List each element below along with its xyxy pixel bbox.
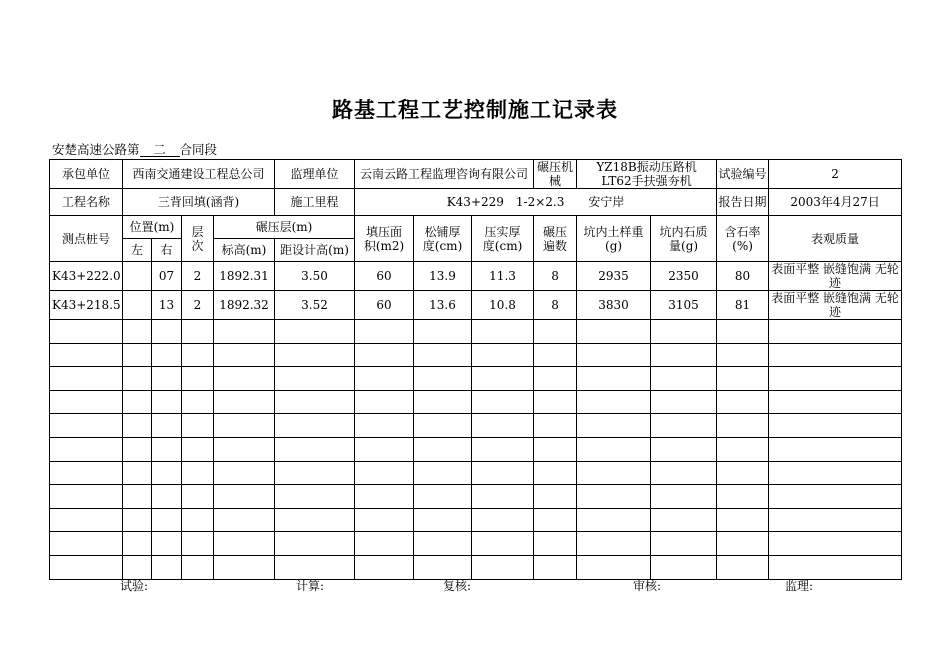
empty-cell bbox=[414, 555, 472, 579]
empty-cell bbox=[182, 437, 214, 461]
table-row-empty bbox=[50, 390, 902, 414]
empty-cell bbox=[152, 508, 182, 532]
empty-cell bbox=[577, 320, 651, 344]
empty-cell bbox=[472, 343, 534, 367]
empty-cell bbox=[577, 437, 651, 461]
empty-cell bbox=[534, 367, 577, 391]
cell-design-height: 3.52 bbox=[275, 291, 355, 320]
machine-line-1: YZ18B振动压路机 bbox=[596, 160, 697, 174]
empty-cell bbox=[769, 461, 902, 485]
empty-cell bbox=[769, 367, 902, 391]
cell-soil-weight: 3830 bbox=[577, 291, 651, 320]
empty-cell bbox=[355, 532, 414, 556]
empty-cell bbox=[651, 343, 717, 367]
empty-cell bbox=[651, 367, 717, 391]
empty-cell bbox=[769, 343, 902, 367]
empty-cell bbox=[214, 320, 275, 344]
machine-value bbox=[577, 160, 717, 189]
empty-cell bbox=[355, 390, 414, 414]
empty-cell bbox=[50, 437, 123, 461]
empty-cell bbox=[577, 390, 651, 414]
cell-layer: 2 bbox=[182, 291, 214, 320]
empty-cell bbox=[214, 437, 275, 461]
contractor-label: 承包单位 bbox=[50, 160, 123, 189]
table-row-empty bbox=[50, 508, 902, 532]
table-row-empty bbox=[50, 414, 902, 438]
header-row-1 bbox=[50, 216, 902, 239]
empty-cell bbox=[577, 555, 651, 579]
empty-cell bbox=[123, 367, 152, 391]
cell-loose-thickness: 13.9 bbox=[414, 262, 472, 291]
cell-left bbox=[123, 291, 152, 320]
empty-cell bbox=[717, 390, 769, 414]
empty-cell bbox=[355, 343, 414, 367]
empty-cell bbox=[182, 508, 214, 532]
footer-test: 试验: bbox=[120, 579, 149, 593]
empty-cell bbox=[152, 414, 182, 438]
empty-cell bbox=[534, 414, 577, 438]
empty-cell bbox=[534, 508, 577, 532]
header-quality: 表观质量 bbox=[769, 216, 902, 262]
header-compaction-layer: 碾压层(m) bbox=[214, 216, 355, 239]
empty-cell bbox=[182, 343, 214, 367]
empty-cell bbox=[123, 555, 152, 579]
empty-cell bbox=[534, 437, 577, 461]
empty-cell bbox=[414, 320, 472, 344]
empty-cell bbox=[214, 390, 275, 414]
empty-cell bbox=[717, 532, 769, 556]
empty-cell bbox=[275, 532, 355, 556]
empty-cell bbox=[182, 532, 214, 556]
empty-cell bbox=[717, 485, 769, 509]
empty-cell bbox=[769, 555, 902, 579]
empty-cell bbox=[717, 555, 769, 579]
cell-elevation: 1892.32 bbox=[214, 291, 275, 320]
empty-cell bbox=[214, 367, 275, 391]
empty-cell bbox=[152, 555, 182, 579]
report-date-label: 报告日期 bbox=[717, 189, 769, 216]
empty-cell bbox=[651, 320, 717, 344]
empty-cell bbox=[214, 461, 275, 485]
empty-cell bbox=[355, 437, 414, 461]
empty-cell bbox=[534, 555, 577, 579]
empty-cell bbox=[577, 532, 651, 556]
empty-cell bbox=[275, 414, 355, 438]
table-row-empty bbox=[50, 437, 902, 461]
section-prefix: 安楚高速公路第 bbox=[52, 142, 140, 157]
empty-cell bbox=[534, 320, 577, 344]
supervisor-value: 云南云路工程监理咨询有限公司 bbox=[355, 160, 534, 189]
empty-cell bbox=[472, 508, 534, 532]
header-layer: 层次 bbox=[182, 216, 214, 262]
empty-cell bbox=[214, 508, 275, 532]
empty-cell bbox=[651, 485, 717, 509]
empty-cell bbox=[275, 320, 355, 344]
empty-cell bbox=[717, 367, 769, 391]
contractor-value: 西南交通建设工程总公司 bbox=[123, 160, 275, 189]
header-right: 右 bbox=[152, 239, 182, 262]
empty-cell bbox=[534, 461, 577, 485]
cell-quality: 表面平整 嵌缝饱满 无轮迹 bbox=[769, 291, 902, 320]
empty-cell bbox=[275, 485, 355, 509]
empty-cell bbox=[472, 461, 534, 485]
empty-cell bbox=[651, 555, 717, 579]
contract-section bbox=[52, 140, 217, 158]
empty-cell bbox=[577, 485, 651, 509]
section-number: 二 bbox=[140, 143, 180, 157]
empty-cell bbox=[472, 414, 534, 438]
project-label: 工程名称 bbox=[50, 189, 123, 216]
cell-stone-rate: 81 bbox=[717, 291, 769, 320]
empty-cell bbox=[214, 414, 275, 438]
empty-cell bbox=[182, 390, 214, 414]
cell-layer: 2 bbox=[182, 262, 214, 291]
cell-loose-thickness: 13.6 bbox=[414, 291, 472, 320]
empty-cell bbox=[769, 485, 902, 509]
empty-cell bbox=[182, 414, 214, 438]
empty-cell bbox=[123, 414, 152, 438]
cell-elevation: 1892.31 bbox=[214, 262, 275, 291]
empty-cell bbox=[472, 367, 534, 391]
signature-footer bbox=[0, 577, 950, 593]
empty-cell bbox=[50, 461, 123, 485]
empty-cell bbox=[50, 390, 123, 414]
empty-cell bbox=[275, 555, 355, 579]
info-row-1 bbox=[50, 160, 902, 189]
empty-cell bbox=[414, 461, 472, 485]
empty-cell bbox=[50, 320, 123, 344]
empty-cell bbox=[275, 390, 355, 414]
empty-cell bbox=[414, 343, 472, 367]
empty-cell bbox=[214, 343, 275, 367]
header-fill-area: 填压面积(m2) bbox=[355, 216, 414, 262]
cell-right: 13 bbox=[152, 291, 182, 320]
empty-cell bbox=[651, 390, 717, 414]
empty-cell bbox=[275, 437, 355, 461]
empty-cell bbox=[472, 320, 534, 344]
empty-cell bbox=[472, 390, 534, 414]
table-row-empty bbox=[50, 461, 902, 485]
empty-cell bbox=[577, 461, 651, 485]
empty-cell bbox=[50, 485, 123, 509]
empty-cell bbox=[414, 508, 472, 532]
empty-cell bbox=[152, 532, 182, 556]
empty-cell bbox=[182, 367, 214, 391]
empty-cell bbox=[577, 414, 651, 438]
empty-cell bbox=[152, 390, 182, 414]
empty-cell bbox=[123, 508, 152, 532]
empty-cell bbox=[355, 461, 414, 485]
table-row-empty bbox=[50, 367, 902, 391]
header-stone-rate: 含石率(%) bbox=[717, 216, 769, 262]
empty-cell bbox=[355, 508, 414, 532]
cell-right: 07 bbox=[152, 262, 182, 291]
table-row-empty bbox=[50, 532, 902, 556]
empty-cell bbox=[123, 485, 152, 509]
cell-stone-rate: 80 bbox=[717, 262, 769, 291]
empty-cell bbox=[414, 390, 472, 414]
empty-cell bbox=[275, 461, 355, 485]
empty-cell bbox=[214, 532, 275, 556]
empty-cell bbox=[355, 320, 414, 344]
empty-cell bbox=[50, 343, 123, 367]
empty-cell bbox=[123, 461, 152, 485]
table-row bbox=[50, 262, 902, 291]
header-elevation: 标高(m) bbox=[214, 239, 275, 262]
empty-cell bbox=[355, 367, 414, 391]
empty-cell bbox=[717, 414, 769, 438]
empty-cell bbox=[651, 461, 717, 485]
table-row-empty bbox=[50, 320, 902, 344]
empty-cell bbox=[50, 508, 123, 532]
empty-cell bbox=[534, 390, 577, 414]
empty-cell bbox=[275, 367, 355, 391]
empty-cell bbox=[355, 555, 414, 579]
empty-cell bbox=[769, 414, 902, 438]
empty-cell bbox=[717, 508, 769, 532]
cell-design-height: 3.50 bbox=[275, 262, 355, 291]
empty-cell bbox=[152, 367, 182, 391]
header-stone-weight: 坑内石质量(g) bbox=[651, 216, 717, 262]
empty-cell bbox=[651, 508, 717, 532]
empty-cell bbox=[769, 508, 902, 532]
header-soil-weight: 坑内土样重(g) bbox=[577, 216, 651, 262]
header-position: 位置(m) bbox=[123, 216, 182, 239]
empty-cell bbox=[651, 437, 717, 461]
supervisor-label: 监理单位 bbox=[275, 160, 355, 189]
empty-cell bbox=[355, 414, 414, 438]
project-value: 三背回填(涵背) bbox=[123, 189, 275, 216]
empty-cell bbox=[123, 437, 152, 461]
section-suffix: 合同段 bbox=[179, 142, 218, 157]
empty-cell bbox=[123, 320, 152, 344]
empty-cell bbox=[717, 320, 769, 344]
empty-cell bbox=[651, 414, 717, 438]
empty-cell bbox=[534, 485, 577, 509]
table-row-empty bbox=[50, 343, 902, 367]
cell-passes: 8 bbox=[534, 262, 577, 291]
cell-fill-area: 60 bbox=[355, 291, 414, 320]
empty-cell bbox=[152, 437, 182, 461]
cell-soil-weight: 2935 bbox=[577, 262, 651, 291]
header-station: 测点桩号 bbox=[50, 216, 123, 262]
empty-cell bbox=[472, 532, 534, 556]
footer-supervise: 监理: bbox=[785, 579, 814, 593]
header-passes: 碾压遍数 bbox=[534, 216, 577, 262]
empty-cell bbox=[123, 390, 152, 414]
empty-cell bbox=[152, 461, 182, 485]
mileage-value: K43+229 1-2×2.3 安宁岸 bbox=[355, 189, 717, 216]
empty-cell bbox=[182, 461, 214, 485]
cell-compact-thickness: 11.3 bbox=[472, 262, 534, 291]
cell-passes: 8 bbox=[534, 291, 577, 320]
empty-cell bbox=[275, 508, 355, 532]
empty-cell bbox=[717, 437, 769, 461]
report-date-value: 2003年4月27日 bbox=[769, 189, 902, 216]
empty-cell bbox=[717, 343, 769, 367]
empty-cell bbox=[534, 343, 577, 367]
empty-cell bbox=[769, 320, 902, 344]
empty-cell bbox=[182, 320, 214, 344]
empty-cell bbox=[414, 485, 472, 509]
empty-cell bbox=[182, 555, 214, 579]
empty-cell bbox=[214, 485, 275, 509]
empty-cell bbox=[577, 343, 651, 367]
footer-review: 审核: bbox=[633, 579, 662, 593]
table-row-empty bbox=[50, 555, 902, 579]
test-no-label: 试验编号 bbox=[717, 160, 769, 189]
empty-cell bbox=[472, 437, 534, 461]
header-left: 左 bbox=[123, 239, 152, 262]
empty-cell bbox=[152, 485, 182, 509]
cell-station: K43+218.5 bbox=[50, 291, 123, 320]
test-no-value: 2 bbox=[769, 160, 902, 189]
empty-cell bbox=[472, 555, 534, 579]
empty-cell bbox=[577, 367, 651, 391]
empty-cell bbox=[182, 485, 214, 509]
empty-cell bbox=[275, 343, 355, 367]
empty-cell bbox=[717, 461, 769, 485]
header-compact-thickness: 压实厚度(cm) bbox=[472, 216, 534, 262]
empty-cell bbox=[769, 390, 902, 414]
empty-cell bbox=[414, 367, 472, 391]
empty-cell bbox=[414, 437, 472, 461]
header-design-height: 距设计高(m) bbox=[275, 239, 355, 262]
empty-cell bbox=[414, 414, 472, 438]
footer-recheck: 复核: bbox=[443, 579, 472, 593]
empty-cell bbox=[123, 532, 152, 556]
empty-cell bbox=[152, 320, 182, 344]
empty-cell bbox=[50, 367, 123, 391]
table-row bbox=[50, 291, 902, 320]
empty-cell bbox=[214, 555, 275, 579]
empty-cell bbox=[651, 532, 717, 556]
empty-cell bbox=[50, 555, 123, 579]
cell-stone-weight: 3105 bbox=[651, 291, 717, 320]
empty-cell bbox=[472, 485, 534, 509]
machine-line-2: LT62手扶强夯机 bbox=[601, 174, 692, 188]
cell-stone-weight: 2350 bbox=[651, 262, 717, 291]
empty-cell bbox=[50, 532, 123, 556]
cell-quality: 表面平整 嵌缝饱满 无轮迹 bbox=[769, 262, 902, 291]
cell-compact-thickness: 10.8 bbox=[472, 291, 534, 320]
empty-cell bbox=[414, 532, 472, 556]
empty-cell bbox=[534, 532, 577, 556]
record-table bbox=[49, 159, 902, 580]
empty-cell bbox=[577, 508, 651, 532]
cell-fill-area: 60 bbox=[355, 262, 414, 291]
machine-label: 碾压机械 bbox=[534, 160, 577, 189]
header-loose-thickness: 松铺厚度(cm) bbox=[414, 216, 472, 262]
cell-left bbox=[123, 262, 152, 291]
info-row-2 bbox=[50, 189, 902, 216]
empty-cell bbox=[769, 437, 902, 461]
table-row-empty bbox=[50, 485, 902, 509]
empty-cell bbox=[769, 532, 902, 556]
empty-cell bbox=[355, 485, 414, 509]
empty-cell bbox=[152, 343, 182, 367]
mileage-label: 施工里程 bbox=[275, 189, 355, 216]
cell-station: K43+222.0 bbox=[50, 262, 123, 291]
page-title: 路基工程工艺控制施工记录表 bbox=[332, 97, 618, 122]
empty-cell bbox=[123, 343, 152, 367]
empty-cell bbox=[50, 414, 123, 438]
footer-calc: 计算: bbox=[296, 579, 325, 593]
